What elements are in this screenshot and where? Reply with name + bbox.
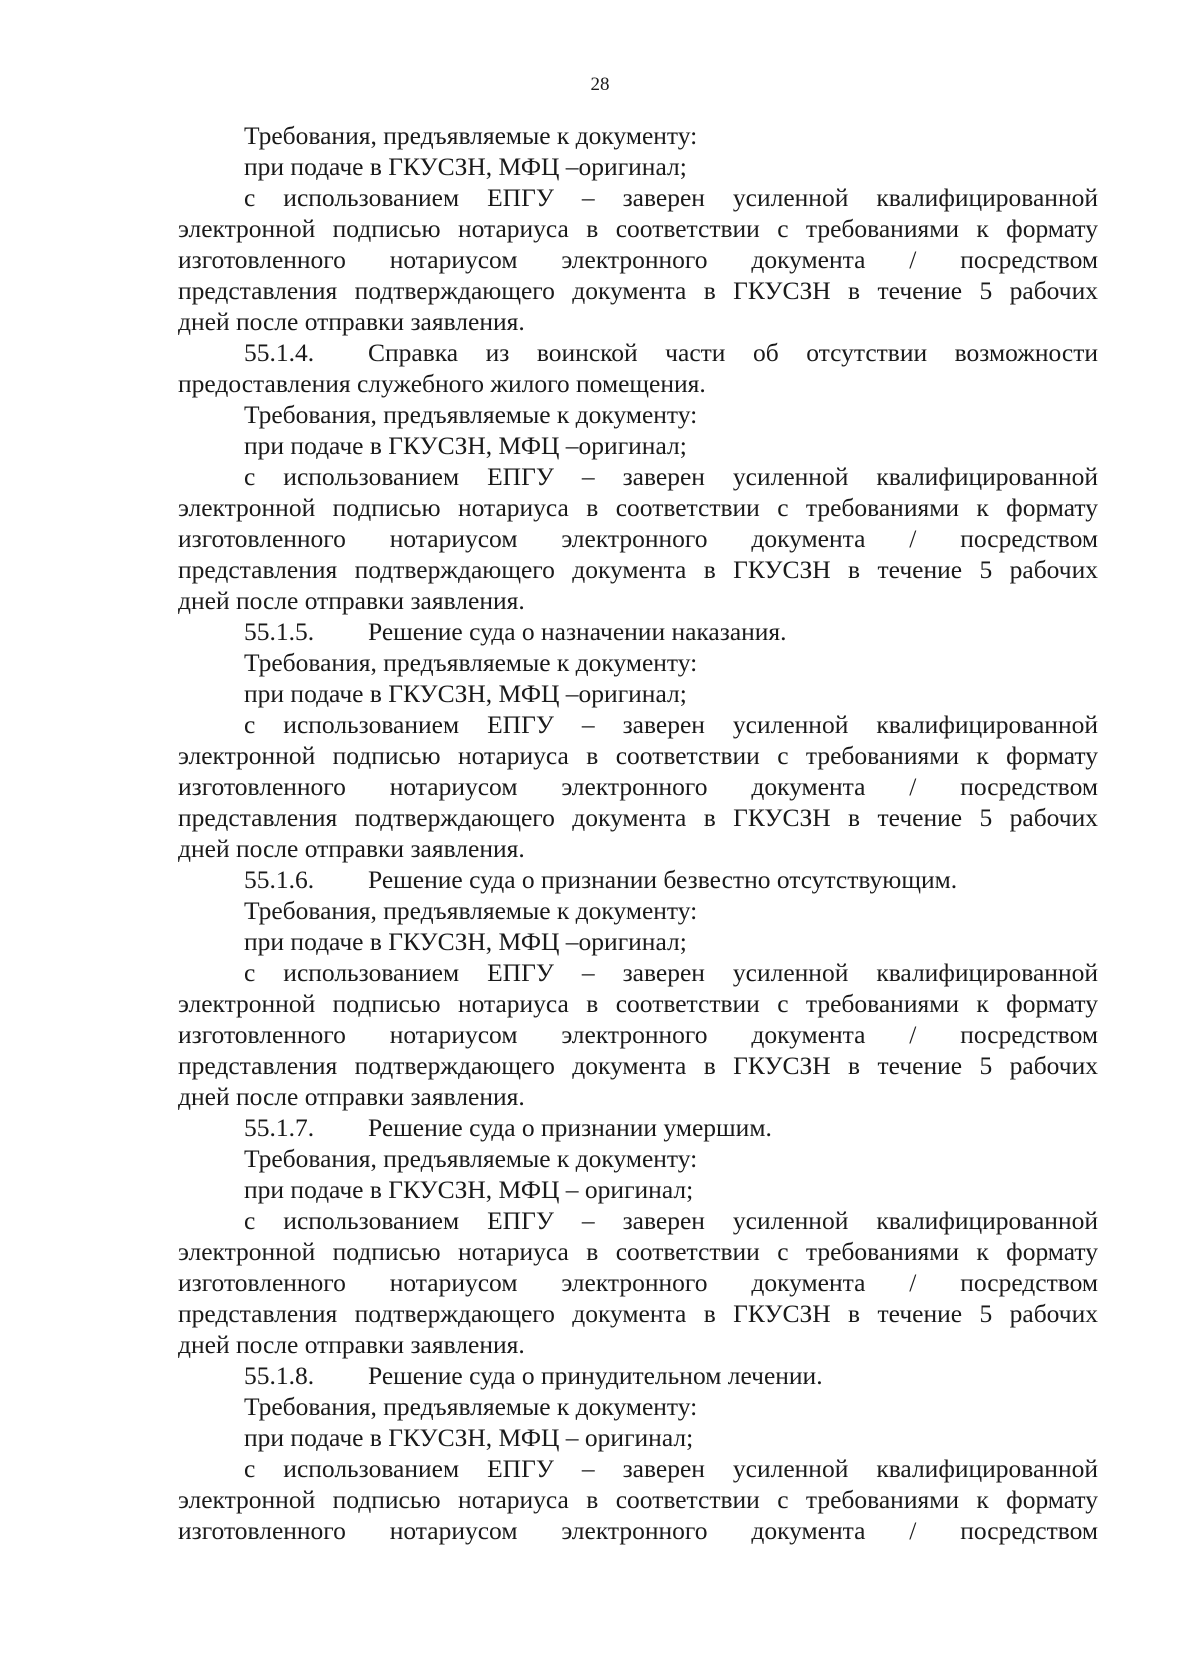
text-line: Требования, предъявляемые к документу: bbox=[244, 1392, 698, 1421]
text-line: изготовленного нотариусом электронного документа / посредством bbox=[178, 245, 1098, 274]
text-line: с использованием ЕПГУ – заверен усиленной квалифицированной bbox=[244, 462, 1098, 491]
text-line: представления подтверждающего документа в ГКУСЗН в течение 5 рабочих bbox=[178, 1299, 1098, 1328]
text-line: с использованием ЕПГУ – заверен усиленной квалифицированной bbox=[244, 1454, 1098, 1483]
text-line: при подаче в ГКУСЗН, МФЦ –оригинал; bbox=[244, 679, 687, 708]
item-number: 55.1.8. bbox=[244, 1361, 315, 1390]
text-line: Требования, предъявляемые к документу: bbox=[244, 121, 698, 150]
text-line: с использованием ЕПГУ – заверен усиленной квалифицированной bbox=[244, 183, 1098, 212]
numbered-item-line bbox=[178, 864, 1098, 895]
numbered-item-line bbox=[178, 1112, 1098, 1143]
text-line: изготовленного нотариусом электронного документа / посредством bbox=[178, 1020, 1098, 1049]
item-number: 55.1.6. bbox=[244, 865, 315, 894]
text-line: изготовленного нотариусом электронного документа / посредством bbox=[178, 1268, 1098, 1297]
text-line: при подаче в ГКУСЗН, МФЦ – оригинал; bbox=[244, 1423, 694, 1452]
text-line: при подаче в ГКУСЗН, МФЦ – оригинал; bbox=[244, 1175, 694, 1204]
numbered-item-line bbox=[178, 616, 1098, 647]
text-line: представления подтверждающего документа в ГКУСЗН в течение 5 рабочих bbox=[178, 803, 1098, 832]
text-line: изготовленного нотариусом электронного документа / посредством bbox=[178, 524, 1098, 553]
numbered-item-line bbox=[178, 337, 1098, 368]
text-line: Требования, предъявляемые к документу: bbox=[244, 400, 698, 429]
text-line: Требования, предъявляемые к документу: bbox=[244, 648, 698, 677]
text-line: Требования, предъявляемые к документу: bbox=[244, 1144, 698, 1173]
text-line: изготовленного нотариусом электронного документа / посредством bbox=[178, 772, 1098, 801]
text-line: представления подтверждающего документа в ГКУСЗН в течение 5 рабочих bbox=[178, 555, 1098, 584]
text-line: электронной подписью нотариуса в соответствии с требованиями к формату bbox=[178, 989, 1098, 1018]
text-line: при подаче в ГКУСЗН, МФЦ –оригинал; bbox=[244, 152, 687, 181]
text-line: с использованием ЕПГУ – заверен усиленной квалифицированной bbox=[244, 1206, 1098, 1235]
item-title: Решение суда о признании безвестно отсутствующим. bbox=[368, 865, 958, 894]
text-line: изготовленного нотариусом электронного документа / посредством bbox=[178, 1516, 1098, 1545]
text-line: дней после отправки заявления. bbox=[178, 307, 525, 336]
text-line: при подаче в ГКУСЗН, МФЦ –оригинал; bbox=[244, 431, 687, 460]
text-line: дней после отправки заявления. bbox=[178, 586, 525, 615]
text-line: электронной подписью нотариуса в соответствии с требованиями к формату bbox=[178, 493, 1098, 522]
item-title: Справка из воинской части об отсутствии возможности bbox=[368, 338, 1098, 367]
item-title: Решение суда о принудительном лечении. bbox=[368, 1361, 823, 1390]
item-title: Решение суда о признании умершим. bbox=[368, 1113, 772, 1142]
item-title: Решение суда о назначении наказания. bbox=[368, 617, 787, 646]
text-line: электронной подписью нотариуса в соответствии с требованиями к формату bbox=[178, 214, 1098, 243]
item-number: 55.1.7. bbox=[244, 1113, 315, 1142]
document-body bbox=[178, 120, 1098, 1546]
item-number: 55.1.4. bbox=[244, 338, 315, 367]
text-line: дней после отправки заявления. bbox=[178, 1330, 525, 1359]
text-line: предоставления служебного жилого помещения. bbox=[178, 369, 706, 398]
text-line: представления подтверждающего документа в ГКУСЗН в течение 5 рабочих bbox=[178, 276, 1098, 305]
text-line: при подаче в ГКУСЗН, МФЦ –оригинал; bbox=[244, 927, 687, 956]
text-line: с использованием ЕПГУ – заверен усиленной квалифицированной bbox=[244, 958, 1098, 987]
text-line: Требования, предъявляемые к документу: bbox=[244, 896, 698, 925]
text-line: дней после отправки заявления. bbox=[178, 1082, 525, 1111]
text-line: электронной подписью нотариуса в соответствии с требованиями к формату bbox=[178, 1237, 1098, 1266]
text-line: представления подтверждающего документа в ГКУСЗН в течение 5 рабочих bbox=[178, 1051, 1098, 1080]
text-line: электронной подписью нотариуса в соответствии с требованиями к формату bbox=[178, 1485, 1098, 1514]
item-number: 55.1.5. bbox=[244, 617, 315, 646]
text-line: электронной подписью нотариуса в соответствии с требованиями к формату bbox=[178, 741, 1098, 770]
text-line: дней после отправки заявления. bbox=[178, 834, 525, 863]
text-line: с использованием ЕПГУ – заверен усиленной квалифицированной bbox=[244, 710, 1098, 739]
numbered-item-line bbox=[178, 1360, 1098, 1391]
page-number: 28 bbox=[590, 74, 610, 95]
